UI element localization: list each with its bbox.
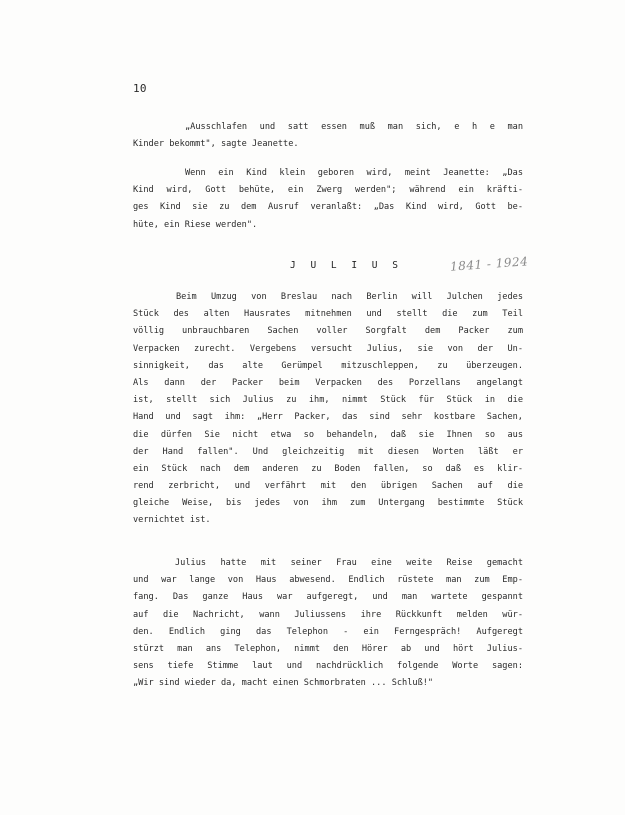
text-line: „Wir sind wieder da, macht einen Schmorbraten ... Schluß!" — [133, 678, 434, 689]
text-line: Stück des alten Hausrates mitnehmen und stellt die zum Teil — [133, 309, 523, 320]
text-line: völlig unbrauchbaren Sachen voller Sorgfalt dem Packer zum — [133, 326, 523, 337]
text-line: ges Kind sie zu dem Ausruf veranlaßt: „Das Kind wird, Gott be- — [133, 202, 523, 213]
text-line: Wenn ein Kind klein geboren wird, meint Jeanette: „Das — [185, 168, 523, 178]
text-line: ist, stellt sich Julius zu ihm, nimmt Stück für Stück in die — [133, 395, 523, 406]
text-line: sens tiefe Stimme laut und nachdrücklich folgende Worte sagen: — [133, 661, 523, 672]
text-line: fang. Das ganze Haus war aufgeregt, und man wartete gespannt — [133, 592, 523, 603]
paragraph-umzug — [133, 289, 523, 530]
paragraph-reise — [133, 555, 523, 693]
text-line: Julius hatte mit seiner Frau eine weite Reise gemacht — [175, 558, 523, 568]
text-line: gleiche Weise, bis jedes von ihm zum Untergang bestimmte Stück — [133, 498, 523, 509]
text-line: Kinder bekommt", sagte Jeanette. — [133, 139, 299, 150]
text-line: stürzt man ans Telephon, nimmt den Hörer ab und hört Julius- — [133, 643, 523, 654]
text-line: ein Stück nach dem anderen zu Boden fallen, so daß es klir- — [133, 463, 523, 474]
text-line: der Hand fallen". Und gleichzeitig mit diesen Worten läßt er — [133, 446, 523, 457]
section-title: J U L I U S — [290, 260, 403, 271]
page-number: 10 — [133, 82, 147, 95]
text-line: rend zerbricht, und verfährt mit den übrigen Sachen auf die — [133, 481, 523, 492]
text-line: Hand und sagt ihm: „Herr Packer, das sind sehr kostbare Sachen, — [133, 412, 523, 423]
text-line: und war lange von Haus abwesend. Endlich rüstete man zum Emp- — [133, 575, 523, 586]
text-line: Verpacken zurecht. Vergebens versucht Julius, sie von der Un- — [133, 343, 523, 354]
text-line: hüte, ein Riese werden". — [133, 219, 258, 230]
text-line: Beim Umzug von Breslau nach Berlin will Julchen jedes — [176, 292, 523, 302]
text-line: sinnigkeit, das alte Gerümpel mitzuschleppen, zu überzeugen. — [133, 360, 523, 371]
section-heading — [290, 254, 530, 277]
text-line: Als dann der Packer beim Verpacken des Porzellans angelangt — [133, 377, 523, 388]
text-line: „Ausschlafen und satt essen muß man sich, e h e man — [185, 122, 523, 132]
paragraph-jeanette — [133, 165, 523, 234]
text-line: auf die Nachricht, wann Juliussens ihre Rückkunft melden wür- — [133, 609, 523, 620]
text-line: die dürfen Sie nicht etwa so behandeln, daß sie Ihnen so aus — [133, 429, 523, 440]
text-line: Kind wird, Gott behüte, ein Zwerg werden"; während ein kräfti- — [133, 185, 523, 196]
handwritten-dates: 1841 - 1924 — [450, 254, 530, 274]
text-line: den. Endlich ging das Telephon - ein Ferngespräch! Aufgeregt — [133, 626, 523, 637]
paragraph-ausschlafen — [133, 119, 523, 153]
text-line: vernichtet ist. — [133, 515, 211, 526]
